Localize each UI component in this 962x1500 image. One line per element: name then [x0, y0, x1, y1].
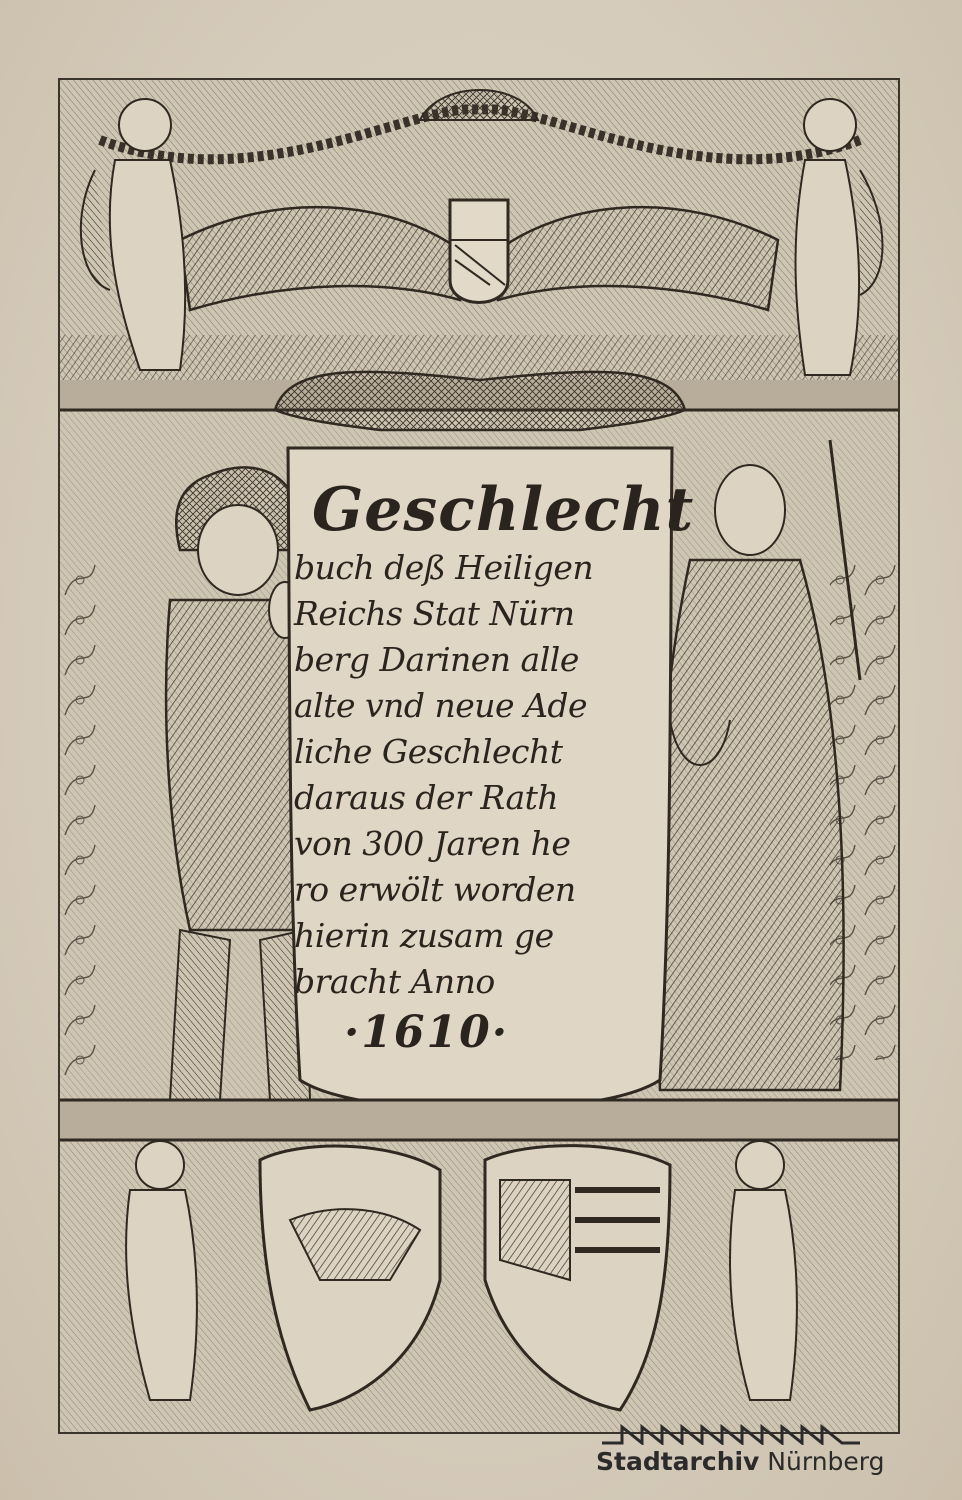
watermark-regular: Nürnberg: [759, 1447, 885, 1476]
watermark-text: [596, 1447, 885, 1476]
title-line: berg Darinen alle: [294, 640, 579, 679]
title-inscription: [294, 475, 695, 1061]
title-line: hierin zusam ge: [294, 916, 554, 955]
title-line: von 300 Jaren he: [294, 824, 571, 863]
stadtarchiv-watermark: [596, 1413, 885, 1483]
engraved-frontispiece: [58, 78, 900, 1434]
title-line: ro erwölt worden: [294, 870, 576, 909]
title-line: daraus der Rath: [294, 778, 559, 817]
title-heading: Geschlecht: [312, 475, 695, 545]
title-line: bracht Anno: [294, 962, 495, 1001]
title-line: alte vnd neue Ade: [294, 686, 588, 725]
title-line: Reichs Stat Nürn: [294, 594, 575, 633]
watermark-bold: Stadtarchiv: [596, 1447, 760, 1476]
title-line: liche Geschlecht: [294, 732, 563, 771]
title-line: buch deß Heiligen: [294, 548, 594, 587]
title-year: ·1610·: [344, 1007, 510, 1058]
archive-logo-icon: [602, 1413, 862, 1445]
